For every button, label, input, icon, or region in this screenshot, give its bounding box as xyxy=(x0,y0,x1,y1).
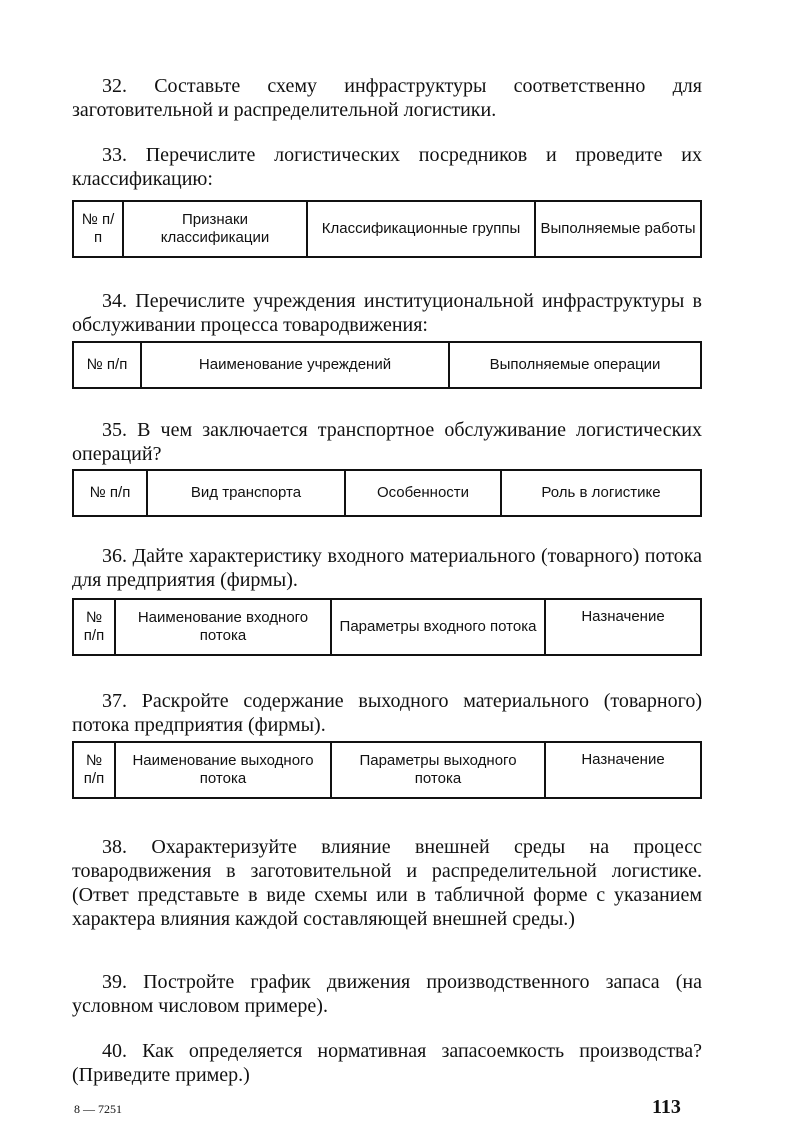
table-header-cell: Роль в логистике xyxy=(501,470,701,516)
table-header-cell: Наименование входного потока xyxy=(115,599,331,655)
question-36: 36. Дайте характеристику входного материального (товарного) потока для предприятия (фирмы). xyxy=(72,545,702,591)
page-number: 113 xyxy=(652,1096,681,1118)
question-33: 33. Перечислите логистических посредников и проведите их классификацию: xyxy=(72,144,702,190)
table-header-cell: Назначение xyxy=(545,742,701,798)
table-header-cell: Классификационные группы xyxy=(307,201,535,257)
table-header-cell: Наименование выходного потока xyxy=(115,742,331,798)
table-header-cell: № п/п xyxy=(73,201,123,257)
table-header-cell: № п/п xyxy=(73,470,147,516)
footer-code: 8 — 7251 xyxy=(74,1102,122,1116)
question-32: 32. Составьте схему инфраструктуры соответственно для заготовительной и распределительной логистики. xyxy=(72,75,702,121)
table-header-cell: № п/п xyxy=(73,742,115,798)
question-40: 40. Как определяется нормативная запасоемкость производства? (Приведите пример.) xyxy=(72,1040,702,1086)
table-37 xyxy=(72,741,702,799)
table-35 xyxy=(72,469,702,517)
question-39: 39. Постройте график движения производственного запаса (на условном числовом примере). xyxy=(72,971,702,1017)
table-header-cell: Параметры входного потока xyxy=(331,599,545,655)
question-34: 34. Перечислите учреждения институциональной инфраструктуры в обслуживании процесса товародвижения: xyxy=(72,290,702,336)
table-header-cell: Особенности xyxy=(345,470,501,516)
table-header-cell: Вид транспорта xyxy=(147,470,345,516)
table-header-cell: Параметры выходного потока xyxy=(331,742,545,798)
table-33 xyxy=(72,200,702,258)
table-header-cell: Выполняемые операции xyxy=(449,342,701,388)
table-header-cell: Признаки классификации xyxy=(123,201,307,257)
table-header-cell: Назначение xyxy=(545,599,701,655)
table-header-cell: № п/п xyxy=(73,599,115,655)
table-header-cell: № п/п xyxy=(73,342,141,388)
table-36 xyxy=(72,598,702,656)
table-34 xyxy=(72,341,702,389)
question-35: 35. В чем заключается транспортное обслуживание логистических операций? xyxy=(72,419,702,465)
question-37: 37. Раскройте содержание выходного материального (товарного) потока предприятия (фирмы). xyxy=(72,690,702,736)
table-header-cell: Наименование учреждений xyxy=(141,342,449,388)
question-38: 38. Охарактеризуйте влияние внешней среды на процесс товародвижения в заготовительной и распределительной логистике. (Ответ представьте в виде схемы или в табличной форме с указанием характера влияния каждой составляющей внешней среды.) xyxy=(72,836,702,930)
table-header-cell: Выполняемые работы xyxy=(535,201,701,257)
